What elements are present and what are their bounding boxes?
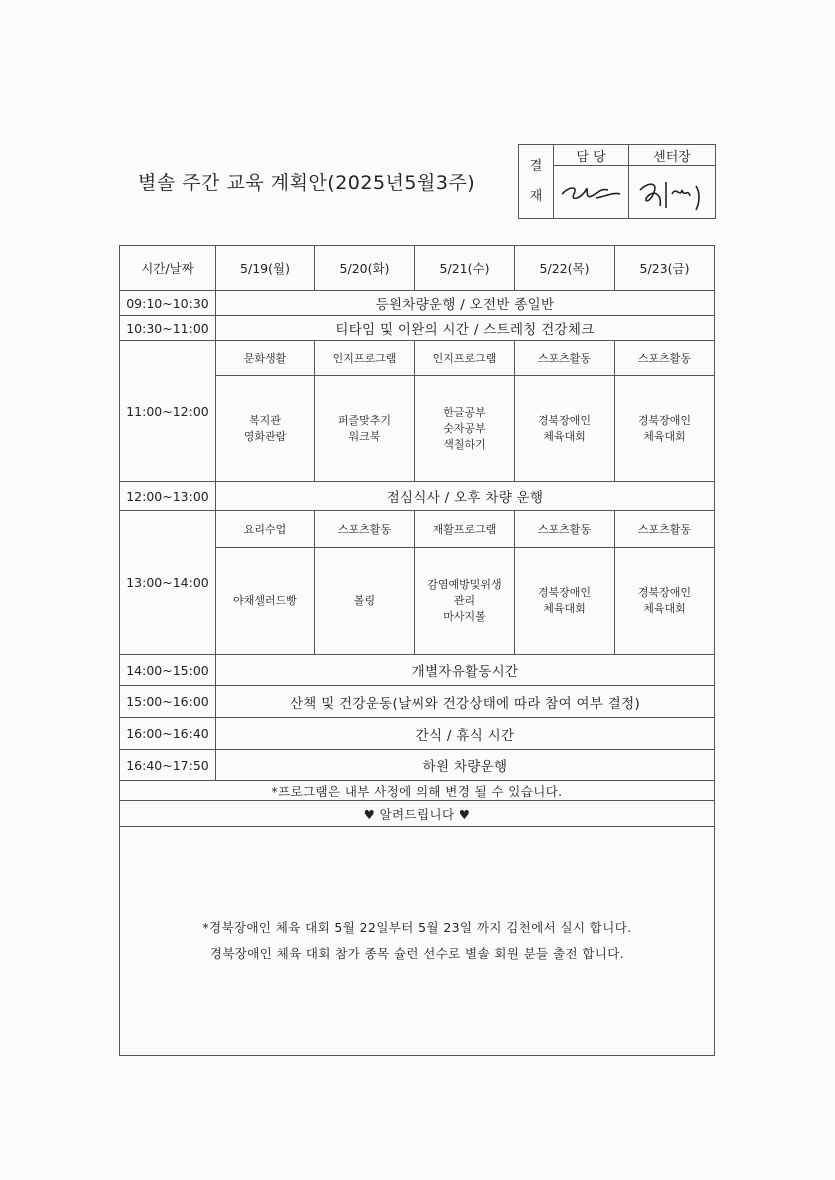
activity-line: 마사지볼 xyxy=(443,610,486,623)
director-signature xyxy=(629,166,716,219)
activity-cell: 티타임 및 이완의 시간 / 스트레칭 건강체크 xyxy=(216,316,715,341)
time-cell: 16:40~17:50 xyxy=(120,750,216,781)
activity-line: 체육대회 xyxy=(643,429,686,443)
category-cell: 요리수업 xyxy=(216,511,315,548)
schedule-row xyxy=(120,316,715,341)
category-row xyxy=(120,511,715,548)
time-cell: 13:00~14:00 xyxy=(120,511,216,655)
activity-line: 경북장애인 xyxy=(537,413,592,427)
schedule-row xyxy=(120,482,715,511)
activity-detail-cell xyxy=(515,548,615,655)
weekly-schedule-table xyxy=(119,245,715,1056)
category-row xyxy=(120,341,715,376)
activity-line: 체육대회 xyxy=(643,602,686,615)
activity-line: 야채셀러드빵 xyxy=(233,594,297,607)
approval-label xyxy=(519,145,554,219)
time-date-header: 시간/날짜 xyxy=(120,246,216,291)
notice-title-row xyxy=(120,801,715,827)
category-cell: 문화생활 xyxy=(216,341,315,376)
time-cell: 12:00~13:00 xyxy=(120,482,216,511)
day-header: 5/19(월) xyxy=(216,246,315,291)
approval-label-top: 결 xyxy=(529,158,543,174)
category-cell: 인지프로그램 xyxy=(415,341,515,376)
director-signature-icon xyxy=(632,168,712,216)
activity-detail-cell xyxy=(216,376,315,482)
activity-line: 워크북 xyxy=(348,429,381,443)
activity-detail-cell xyxy=(415,548,515,655)
activity-line: 퍼즐맞추기 xyxy=(337,413,392,427)
activity-line: 체육대회 xyxy=(543,602,586,615)
activity-line: 경북장애인 xyxy=(537,586,592,599)
activity-line: 한글공부 xyxy=(443,405,486,419)
page-title: 별솔 주간 교육 계획안(2025년5월3주) xyxy=(138,172,476,194)
activity-cell: 개별자유활동시간 xyxy=(216,655,715,686)
approval-staff-header: 담 당 xyxy=(554,145,629,166)
approval-label-bottom: 재 xyxy=(529,188,543,204)
program-note: *프로그램은 내부 사정에 의해 변경 될 수 있습니다. xyxy=(120,781,715,801)
staff-signature xyxy=(554,166,629,219)
activity-detail-cell xyxy=(415,376,515,482)
schedule-row xyxy=(120,291,715,316)
activity-detail-cell xyxy=(216,548,315,655)
schedule-row xyxy=(120,718,715,750)
activity-detail-cell xyxy=(615,376,715,482)
activity-cell: 간식 / 휴식 시간 xyxy=(216,718,715,750)
schedule-row xyxy=(120,750,715,781)
activity-line: 경북장애인 xyxy=(637,586,692,599)
activity-cell: 등원차량운행 / 오전반 종일반 xyxy=(216,291,715,316)
activity-detail-cell xyxy=(315,376,415,482)
approval-box xyxy=(518,144,716,219)
time-cell: 10:30~11:00 xyxy=(120,316,216,341)
activity-detail-cell xyxy=(615,548,715,655)
day-header: 5/21(수) xyxy=(415,246,515,291)
category-cell: 스포츠활동 xyxy=(315,511,415,548)
activity-detail-cell xyxy=(315,548,415,655)
category-cell: 스포츠활동 xyxy=(515,341,615,376)
staff-signature-icon xyxy=(556,168,626,216)
category-cell: 스포츠활동 xyxy=(615,341,715,376)
schedule-row xyxy=(120,655,715,686)
activity-cell: 산책 및 건강운동(날씨와 건강상태에 따라 참여 여부 결정) xyxy=(216,686,715,718)
program-note-row xyxy=(120,781,715,801)
activity-line: 색칠하기 xyxy=(443,437,486,451)
notice-line: 경북장애인 체육 대회 참가 종목 슐런 선수로 별솔 회원 분들 출전 합니다. xyxy=(209,946,625,961)
activity-line: 볼링 xyxy=(353,594,376,607)
time-cell: 15:00~16:00 xyxy=(120,686,216,718)
time-cell: 16:00~16:40 xyxy=(120,718,216,750)
day-header: 5/23(금) xyxy=(615,246,715,291)
notice-line: *경북장애인 체육 대회 5월 22일부터 5월 23일 까지 김천에서 실시 합니다. xyxy=(202,920,632,935)
activity-line: 체육대회 xyxy=(543,429,586,443)
activity-line: 감염예방및위생 xyxy=(427,578,502,591)
category-cell: 스포츠활동 xyxy=(515,511,615,548)
category-cell: 스포츠활동 xyxy=(615,511,715,548)
activity-line: 복지관 xyxy=(249,413,281,427)
notice-row xyxy=(120,827,715,1056)
activity-line: 영화관람 xyxy=(243,429,287,443)
time-cell: 11:00~12:00 xyxy=(120,341,216,482)
notice-title: ♥ 알려드립니다 ♥ xyxy=(120,801,715,827)
schedule-row xyxy=(120,686,715,718)
approval-director-header: 센터장 xyxy=(629,145,716,166)
day-header: 5/22(목) xyxy=(515,246,615,291)
activity-line: 경북장애인 xyxy=(637,413,692,427)
day-header: 5/20(화) xyxy=(315,246,415,291)
activity-line: 숫자공부 xyxy=(443,421,486,435)
notice-body xyxy=(120,827,715,1056)
category-cell: 재활프로그램 xyxy=(415,511,515,548)
activity-cell: 하원 차량운행 xyxy=(216,750,715,781)
header-row xyxy=(120,246,715,291)
category-cell: 인지프로그램 xyxy=(315,341,415,376)
activity-detail-cell xyxy=(515,376,615,482)
time-cell: 09:10~10:30 xyxy=(120,291,216,316)
activity-cell: 점심식사 / 오후 차량 운행 xyxy=(216,482,715,511)
activity-line: 관리 xyxy=(453,594,476,607)
time-cell: 14:00~15:00 xyxy=(120,655,216,686)
